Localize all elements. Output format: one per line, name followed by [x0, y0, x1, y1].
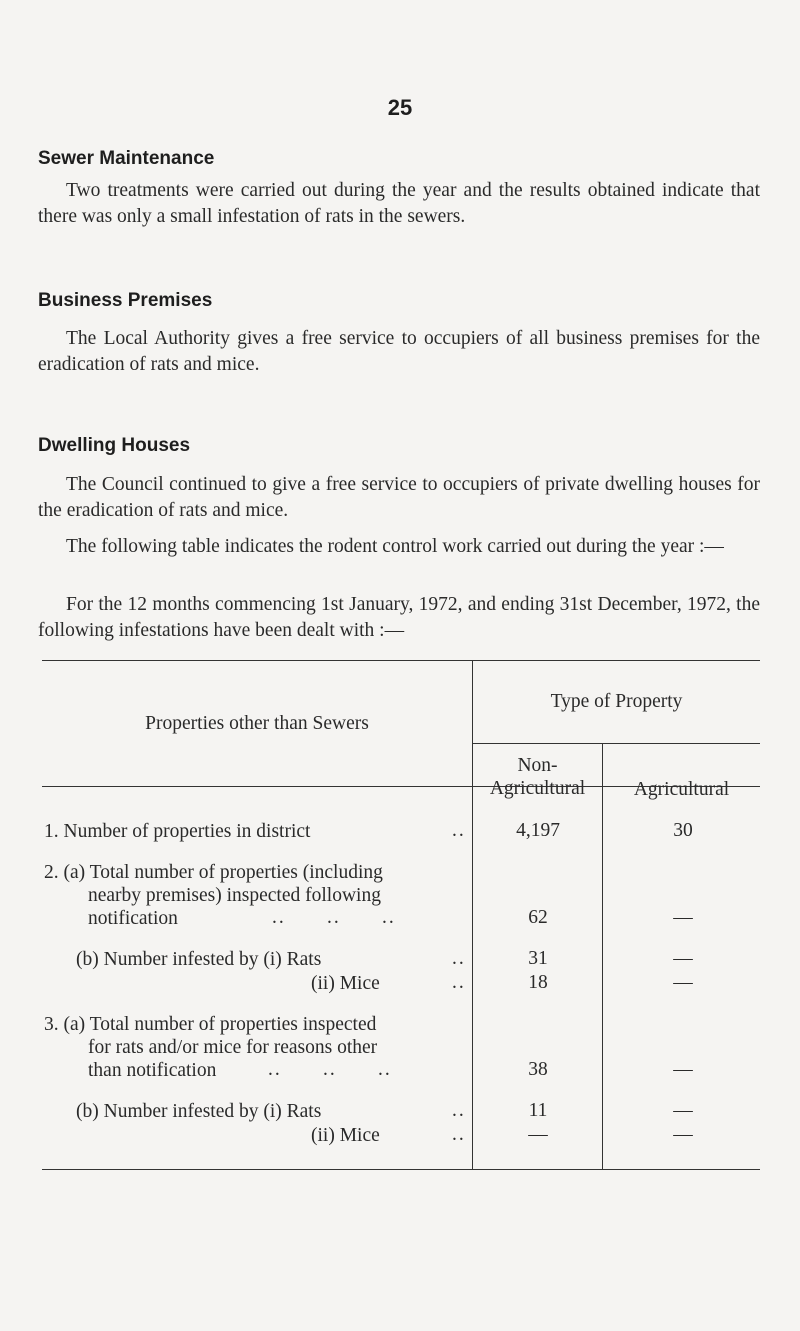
paragraph-period-text: For the 12 months commencing 1st January, 1972, and ending 31st December, 1972, the following infestations have been dealt with :—	[38, 594, 760, 641]
header-agricultural: Agricultural	[633, 779, 730, 800]
table-bottom-rule	[42, 1169, 760, 1170]
paragraph-table-intro-text: The following table indicates the rodent control work carried out during the year :—	[66, 536, 724, 557]
header-non-agricultural-line-2: Agricultural	[489, 778, 586, 799]
row-2b-rats-label: (b) Number infested by (i) Rats	[76, 949, 322, 970]
row-2b-rats-agricultural: —	[673, 948, 693, 969]
row-2a-label-line-1: 2. (a) Total number of properties (including	[44, 862, 383, 883]
row-3a-label-line-1: 3. (a) Total number of properties inspected	[44, 1014, 377, 1035]
paragraph-dwelling-houses-text: The Council continued to give a free service to occupiers of private dwelling houses for the eradication of rats and mice.	[38, 474, 760, 521]
row-3a-agricultural: —	[673, 1059, 693, 1080]
paragraph-period	[38, 592, 760, 644]
row-3a-label-line-2: for rats and/or mice for reasons other	[88, 1037, 378, 1058]
row-1-label: 1. Number of properties in district	[44, 821, 311, 842]
paragraph-dwelling-houses	[38, 472, 760, 524]
row-2a-non-agricultural: 62	[528, 907, 548, 928]
header-properties: Properties other than Sewers	[145, 713, 369, 734]
row-2a-label-line-2: nearby premises) inspected following	[88, 885, 381, 906]
page-number: 25	[387, 95, 413, 120]
row-1-agricultural: 30	[673, 820, 693, 841]
row-2b-mice-agricultural: —	[673, 972, 693, 993]
row-2b-mice-non-agricultural: 18	[528, 972, 548, 993]
header-type-of-property: Type of Property	[550, 691, 683, 712]
row-3a-non-agricultural: 38	[528, 1059, 548, 1080]
row-3b-rats-label: (b) Number infested by (i) Rats	[76, 1101, 322, 1122]
row-1-non-agricultural: 4,197	[516, 820, 560, 841]
row-1-dots: ..	[452, 820, 466, 841]
header-non-agricultural-line-1: Non-	[517, 755, 558, 776]
header-non-agricultural	[473, 754, 602, 800]
paragraph-business-premises	[38, 326, 760, 378]
row-3b-mice-label: (ii) Mice	[311, 1125, 380, 1146]
row-2a-agricultural: —	[673, 907, 693, 928]
paragraph-sewer-maintenance	[38, 178, 760, 230]
paragraph-table-intro	[38, 534, 760, 560]
row-3b-mice-agricultural: —	[673, 1124, 693, 1145]
paragraph-business-premises-text: The Local Authority gives a free service to occupiers of all business premises for the eradication of rats and mice.	[38, 328, 760, 375]
table-divider-2	[602, 743, 603, 1169]
row-3a-dots: .. .. ..	[268, 1059, 392, 1080]
row-2b-rats-non-agricultural: 31	[528, 948, 548, 969]
table-divider-1	[472, 660, 473, 1169]
table-subheader-rule	[473, 743, 760, 744]
row-3b-rats-agricultural: —	[673, 1100, 693, 1121]
heading-sewer-maintenance: Sewer Maintenance	[38, 148, 215, 169]
row-3b-mice-dots: ..	[452, 1124, 466, 1145]
table-top-rule	[42, 660, 760, 661]
row-2a-dots: .. .. ..	[272, 907, 396, 928]
row-3a-label-line-3: than notification	[88, 1060, 217, 1081]
paragraph-sewer-maintenance-text: Two treatments were carried out during the year and the results obtained indicate that there was only a small infestation of rats in the sewers.	[38, 180, 760, 227]
row-3b-mice-non-agricultural: —	[528, 1124, 548, 1145]
heading-business-premises: Business Premises	[38, 290, 213, 311]
row-3b-rats-dots: ..	[452, 1100, 466, 1121]
row-3b-rats-non-agricultural: 11	[528, 1100, 548, 1121]
row-2a-label-line-3: notification	[88, 908, 178, 929]
heading-dwelling-houses: Dwelling Houses	[38, 435, 191, 456]
row-2b-rats-dots: ..	[452, 948, 466, 969]
row-2b-mice-dots: ..	[452, 972, 466, 993]
row-2b-mice-label: (ii) Mice	[311, 973, 380, 994]
